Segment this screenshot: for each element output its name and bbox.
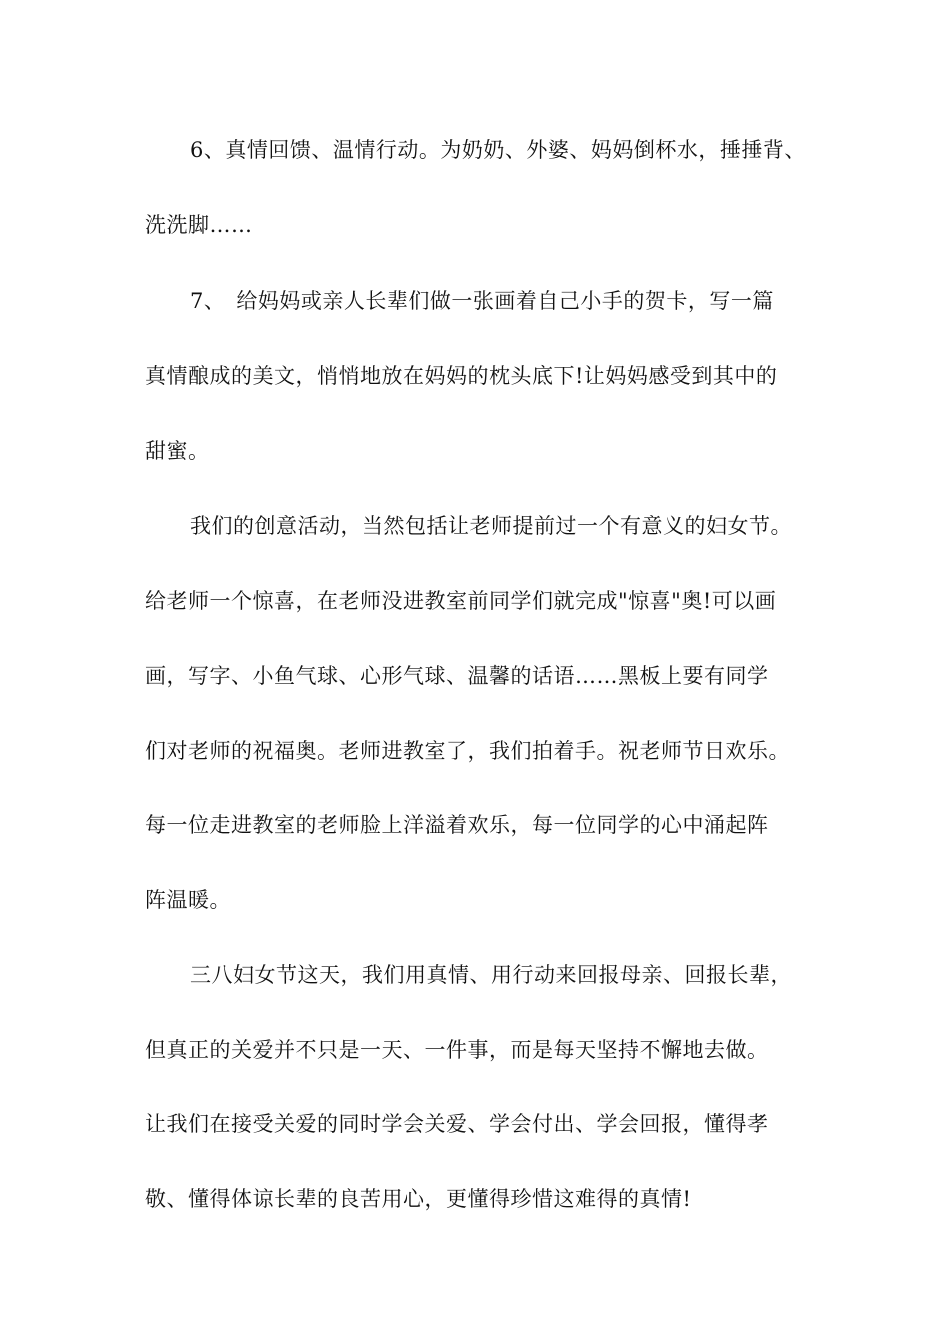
paragraph-3-line-2: 给老师一个惊喜，在老师没进教室前同学们就完成"惊喜"奥!可以画 xyxy=(145,589,777,613)
paragraph-1-line-2: 洗洗脚…… xyxy=(145,213,253,237)
paragraph-3-line-6: 阵温暖。 xyxy=(145,888,231,912)
paragraph-4-line-3: 让我们在接受关爱的同时学会关爱、学会付出、学会回报，懂得孝 xyxy=(145,1112,769,1136)
paragraph-1-line-1: 6、真情回馈、温情行动。为奶奶、外婆、妈妈倒杯水，捶捶背、 xyxy=(190,138,806,162)
paragraph-4-line-1: 三八妇女节这天，我们用真情、用行动来回报母亲、回报长辈， xyxy=(190,963,792,987)
paragraph-3-line-5: 每一位走进教室的老师脸上洋溢着欢乐，每一位同学的心中涌起阵 xyxy=(145,813,769,837)
paragraph-3-line-4: 们对老师的祝福奥。老师进教室了，我们拍着手。祝老师节日欢乐。 xyxy=(145,739,790,763)
paragraph-3-line-1: 我们的创意活动，当然包括让老师提前过一个有意义的妇女节。 xyxy=(190,514,792,538)
paragraph-2-line-3: 甜蜜。 xyxy=(145,439,210,463)
paragraph-4-line-2: 但真正的关爱并不只是一天、一件事，而是每天坚持不懈地去做。 xyxy=(145,1038,769,1062)
paragraph-3-line-3: 画，写字、小鱼气球、心形气球、温馨的话语……黑板上要有同学 xyxy=(145,664,769,688)
paragraph-2-line-1: 7、 给妈妈或亲人长辈们做一张画着自己小手的贺卡，写一篇 xyxy=(190,289,774,313)
paragraph-2-line-2: 真情酿成的美文，悄悄地放在妈妈的枕头底下!让妈妈感受到其中的 xyxy=(145,364,778,388)
paragraph-4-line-4: 敬、懂得体谅长辈的良苦用心，更懂得珍惜这难得的真情! xyxy=(145,1187,692,1211)
